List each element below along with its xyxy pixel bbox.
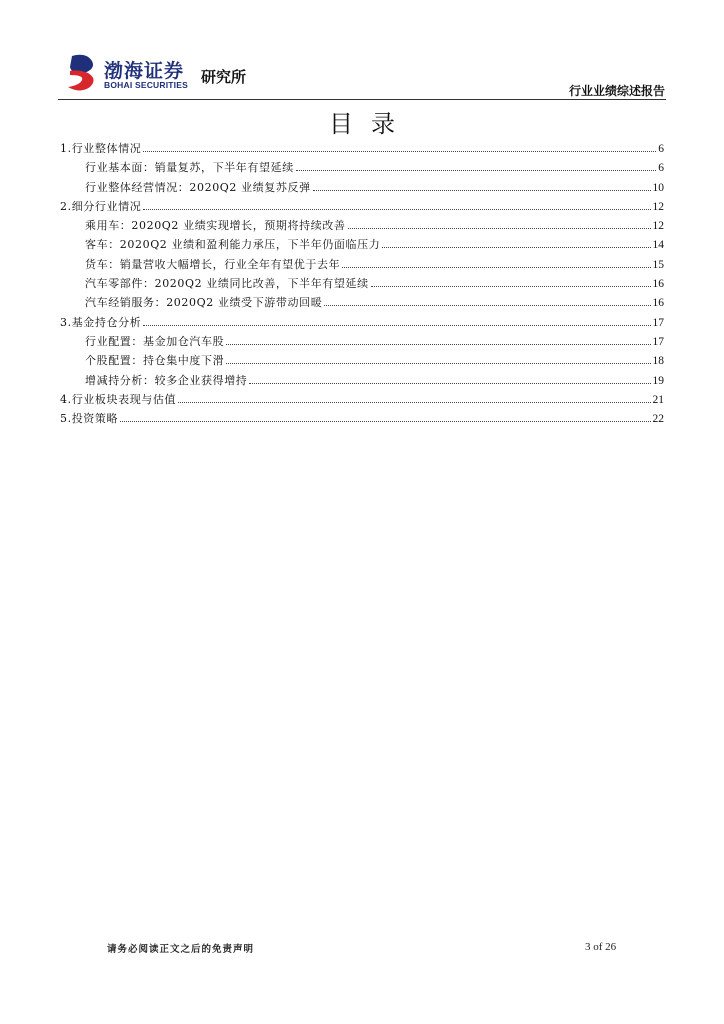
disclaimer-notice: 请务必阅读正文之后的免责声明 <box>107 944 255 955</box>
toc-entry-label: 3.基金持仓分析 <box>60 315 142 329</box>
toc-entry-page: 17 <box>652 316 664 329</box>
toc-entry-page: 12 <box>652 220 664 233</box>
toc-entry-page: 12 <box>652 200 664 213</box>
header-divider <box>58 99 666 100</box>
toc-entry-label: 汽车经销服务：2020Q2 业绩受下游带动回暖 <box>85 296 323 310</box>
toc-leader-dots <box>324 305 650 306</box>
institute-name: 研究所 <box>201 68 247 86</box>
toc-entry[interactable] <box>60 216 664 235</box>
toc-leader-dots <box>371 286 651 287</box>
toc-entry[interactable] <box>60 178 664 197</box>
toc-entry-page: 14 <box>652 239 664 252</box>
toc-leader-dots <box>296 170 656 171</box>
toc-entry[interactable] <box>60 158 664 177</box>
page-indicator: 3 of 26 <box>585 941 617 953</box>
toc-entry-page: 6 <box>658 143 664 155</box>
toc-entry[interactable] <box>60 274 664 293</box>
toc-entry-page: 21 <box>652 393 664 406</box>
toc-entry-page: 6 <box>658 162 664 175</box>
toc-leader-dots <box>143 209 650 210</box>
toc-entry-label: 货车：销量营收大幅增长，行业全年有望优于去年 <box>85 257 341 271</box>
toc-leader-dots <box>249 383 650 384</box>
table-of-contents <box>60 139 664 428</box>
logo-chinese-name: 渤海证券 <box>104 60 185 82</box>
bohai-logo-icon <box>66 53 102 93</box>
toc-entry-label: 行业配置：基金加仓汽车股 <box>85 334 225 348</box>
toc-entry-page: 18 <box>652 355 664 368</box>
toc-entry[interactable] <box>60 332 664 351</box>
toc-entry-page: 17 <box>652 335 664 348</box>
toc-entry-label: 行业整体经营情况：2020Q2 业绩复苏反弹 <box>85 180 311 194</box>
toc-leader-dots <box>342 267 650 268</box>
toc-entry[interactable] <box>60 197 664 216</box>
toc-entry-label: 汽车零部件：2020Q2 业绩同比改善，下半年有望延续 <box>85 277 369 291</box>
toc-entry[interactable] <box>60 409 664 428</box>
toc-entry-label: 乘用车：2020Q2 业绩实现增长，预期将持续改善 <box>85 219 346 233</box>
toc-leader-dots <box>143 151 656 152</box>
toc-leader-dots <box>143 325 650 326</box>
company-logo <box>66 53 266 93</box>
toc-title: 目录 <box>329 110 413 138</box>
toc-leader-dots <box>120 421 650 422</box>
toc-entry[interactable] <box>60 313 664 332</box>
toc-entry-label: 1.行业整体情况 <box>60 142 142 155</box>
toc-leader-dots <box>348 228 651 229</box>
logo-english-name: BOHAI SECURITIES <box>104 80 188 90</box>
toc-entry-page: 15 <box>652 258 664 271</box>
toc-entry[interactable] <box>60 235 664 254</box>
toc-entry-page: 10 <box>652 181 664 194</box>
toc-entry[interactable] <box>60 371 664 390</box>
toc-entry-page: 16 <box>652 278 664 291</box>
toc-entry-label: 5.投资策略 <box>60 412 119 426</box>
toc-entry-label: 2.细分行业情况 <box>60 199 142 213</box>
toc-entry-page: 16 <box>652 297 664 310</box>
toc-entry-page: 19 <box>652 374 664 387</box>
toc-entry-label: 4.行业板块表现与估值 <box>60 392 177 406</box>
report-type: 行业业绩综述报告 <box>568 84 665 98</box>
toc-leader-dots <box>382 247 650 248</box>
toc-entry-label: 客车：2020Q2 业绩和盈利能力承压，下半年仍面临压力 <box>85 238 381 252</box>
toc-entry[interactable] <box>60 293 664 312</box>
toc-leader-dots <box>226 344 650 345</box>
toc-entry-page: 22 <box>652 413 664 426</box>
toc-entry-label: 个股配置：持仓集中度下滑 <box>85 354 225 368</box>
toc-leader-dots <box>178 402 650 403</box>
toc-entry[interactable] <box>60 255 664 274</box>
toc-leader-dots <box>226 363 650 364</box>
toc-entry[interactable] <box>60 351 664 370</box>
toc-leader-dots <box>313 190 651 191</box>
toc-entry-label: 行业基本面：销量复苏，下半年有望延续 <box>85 161 294 175</box>
toc-entry[interactable] <box>60 390 664 409</box>
toc-entry-label: 增减持分析：较多企业获得增持 <box>85 373 248 387</box>
toc-entry[interactable] <box>60 139 664 158</box>
